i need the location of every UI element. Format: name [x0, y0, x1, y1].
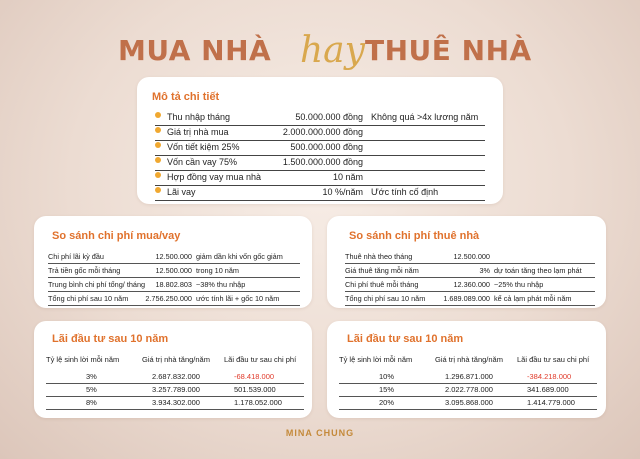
bullet-dot-icon [155, 172, 161, 178]
profit-cell: -384.218.000 [527, 372, 572, 381]
table-row [46, 371, 304, 384]
bullet-dot-icon [155, 157, 161, 163]
cost-value: 12.360.000 [453, 280, 490, 289]
house-value-cell: 2.687.832.000 [152, 372, 200, 381]
rate-cell: 20% [379, 398, 395, 407]
cost-note: trong 10 năm [196, 266, 239, 275]
cost-row [345, 264, 595, 278]
detail-label: Thu nhập tháng [167, 112, 231, 122]
detail-label: Vốn cần vay 75% [167, 157, 238, 167]
detail-row [155, 186, 485, 201]
cost-value: 12.500.000 [453, 252, 490, 261]
table-row [46, 397, 304, 410]
cost-value: 2.756.250.000 [145, 294, 192, 303]
cost-label: Tổng chi phí sau 10 năm [345, 294, 426, 303]
cost-label: Trung bình chi phí tổng/ tháng [48, 280, 146, 289]
cost-value: 12.500.000 [155, 252, 192, 261]
cost-note: ~25% thu nhập [494, 280, 544, 289]
cost-row [48, 278, 300, 292]
house-value-cell: 3.095.868.000 [445, 398, 493, 407]
buy-cost-title: So sánh chi phí mua/vay [52, 230, 181, 242]
detail-label: Vốn tiết kiệm 25% [167, 142, 240, 152]
invest-right-title: Lãi đầu tư sau 10 năm [347, 333, 464, 345]
detail-label: Hợp đồng vay mua nhà [167, 172, 261, 182]
cost-row [345, 278, 595, 292]
table-row [339, 397, 597, 410]
table-header: Giá trị nhà tăng/năm [435, 355, 503, 364]
title-part-hay: hay [300, 30, 365, 71]
bullet-dot-icon [155, 127, 161, 133]
cost-label: Tổng chi phí sau 10 năm [48, 294, 129, 303]
detail-label: Giá trị nhà mua [167, 127, 229, 137]
detail-card [137, 77, 503, 204]
invest-right-card [327, 321, 606, 418]
cost-row [345, 292, 595, 306]
table-header: Tỷ lệ sinh lời mỗi năm [339, 355, 413, 364]
invest-left-card [34, 321, 312, 418]
cost-value: 18.802.803 [155, 280, 192, 289]
cost-note: kể cả lạm phát mỗi năm [494, 294, 572, 303]
cost-note: dự toán tăng theo lạm phát [494, 266, 582, 275]
title-part-rent: THUÊ NHÀ [365, 34, 532, 67]
detail-row [155, 171, 485, 186]
profit-cell: 1.178.052.000 [234, 398, 282, 407]
detail-row [155, 156, 485, 171]
house-value-cell: 3.934.302.000 [152, 398, 200, 407]
cost-label: Giá thuê tăng mỗi năm [345, 266, 419, 275]
bullet-dot-icon [155, 142, 161, 148]
cost-value: 3% [479, 266, 490, 275]
cost-label: Thuê nhà theo tháng [345, 252, 413, 261]
table-header: Lãi đầu tư sau chi phí [224, 355, 297, 364]
table-row [339, 384, 597, 397]
rent-cost-title: So sánh chi phí thuê nhà [349, 230, 480, 242]
profit-cell: 501.539.000 [234, 385, 276, 394]
detail-value: 10 năm [332, 172, 363, 182]
cost-note: ước tính lãi + gốc 10 năm [196, 294, 280, 303]
cost-label: Chi phí thuê mỗi tháng [345, 280, 419, 289]
table-row [46, 384, 304, 397]
detail-value: 50.000.000 đồng [295, 112, 363, 122]
profit-cell: -68.418.000 [234, 372, 275, 381]
profit-cell: 1.414.779.000 [527, 398, 575, 407]
detail-value: 500.000.000 đồng [290, 142, 363, 152]
detail-row [155, 141, 485, 156]
house-value-cell: 1.296.871.000 [445, 372, 493, 381]
title-part-buy: MUA NHÀ [118, 34, 272, 67]
detail-note: Ước tính cố định [371, 187, 439, 197]
detail-label: Lãi vay [167, 187, 196, 197]
rate-cell: 10% [379, 372, 395, 381]
cost-value: 1.689.089.000 [443, 294, 490, 303]
detail-value: 2.000.000.000 đồng [282, 127, 363, 137]
rate-cell: 3% [86, 372, 97, 381]
cost-row [48, 292, 300, 306]
cost-row [48, 250, 300, 264]
rate-cell: 15% [379, 385, 395, 394]
cost-label: Trả tiền gốc mỗi tháng [48, 266, 121, 275]
rate-cell: 5% [86, 385, 97, 394]
cost-row [345, 250, 595, 264]
table-header: Lãi đầu tư sau chi phí [517, 355, 590, 364]
detail-card-title: Mô tả chi tiết [152, 91, 220, 103]
house-value-cell: 2.022.778.000 [445, 385, 493, 394]
bullet-dot-icon [155, 112, 161, 118]
table-header: Tỷ lệ sinh lời mỗi năm [46, 355, 120, 364]
cost-note: ~38% thu nhập [196, 280, 246, 289]
table-row [339, 371, 597, 384]
detail-value: 1.500.000.000 đồng [282, 157, 363, 167]
cost-value: 12.500.000 [155, 266, 192, 275]
rent-cost-card [327, 216, 606, 308]
house-value-cell: 3.257.789.000 [152, 385, 200, 394]
profit-cell: 341.689.000 [527, 385, 569, 394]
detail-note: Không quá >4x lương năm [371, 112, 479, 122]
rate-cell: 8% [86, 398, 97, 407]
table-header: Giá trị nhà tăng/năm [142, 355, 210, 364]
cost-label: Chi phí lãi kỳ đầu [48, 252, 104, 261]
detail-row [155, 111, 485, 126]
footer-brand: MINA CHUNG [285, 428, 355, 438]
bullet-dot-icon [155, 187, 161, 193]
page-title [0, 20, 640, 76]
detail-row [155, 126, 485, 141]
buy-cost-card [34, 216, 312, 308]
cost-row [48, 264, 300, 278]
detail-value: 10 %/năm [322, 187, 363, 197]
cost-note: giảm dần khi vốn gốc giảm [196, 252, 283, 261]
invest-left-title: Lãi đầu tư sau 10 năm [52, 333, 169, 345]
